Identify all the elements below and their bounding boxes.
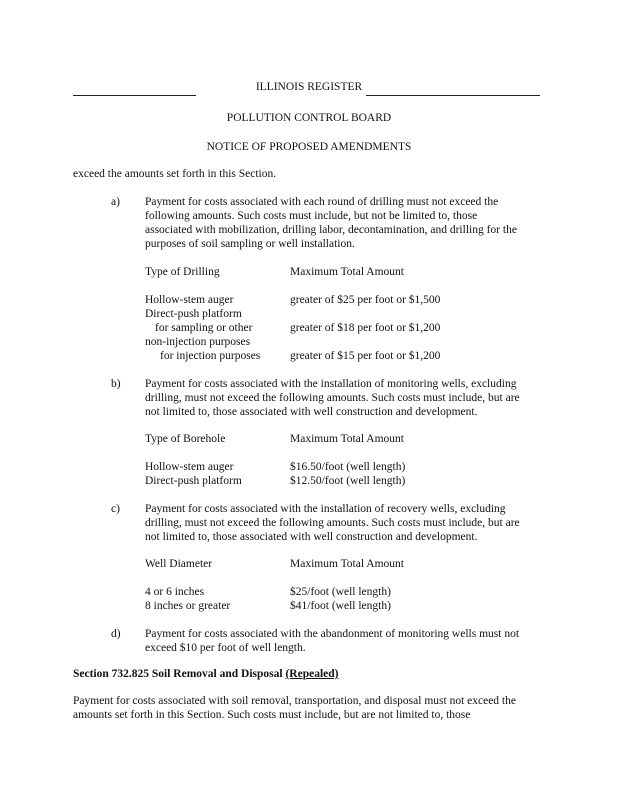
board-title: POLLUTION CONTROL BOARD	[226, 112, 392, 124]
item-d-marker: d)	[111, 628, 121, 640]
item-b-row2-value: $12.50/foot (well length)	[290, 475, 406, 487]
item-a-col2-header: Maximum Total Amount	[290, 266, 404, 278]
section-heading-text: Section 732.825 Soil Removal and Disposal	[73, 668, 283, 680]
item-c-col2-header: Maximum Total Amount	[290, 558, 404, 570]
item-a-line-1: Payment for costs associated with each round of drilling must not exceed the	[145, 196, 499, 208]
item-c-row2-value: $41/foot (well length)	[290, 600, 391, 612]
item-c-col1-header: Well Diameter	[145, 558, 213, 570]
item-c-line-3: not limited to, those associated with well construction and development.	[145, 531, 478, 543]
section-line-1: Payment for costs associated with soil removal, transportation, and disposal must not exceed the	[73, 695, 516, 707]
section-repealed-tag: (Repealed)	[285, 668, 339, 680]
item-b-row2-label: Direct-push platform	[145, 475, 242, 487]
item-a-row3-label-2: for injection purposes	[160, 350, 261, 362]
item-a-row3-value: greater of $15 per foot or $1,200	[290, 350, 441, 362]
item-b-line-2: drilling, must not exceed the following amounts. Such costs must include, but are	[145, 392, 520, 404]
item-a-row2-label-1: Direct-push platform	[145, 308, 242, 320]
item-b-row1-label: Hollow-stem auger	[145, 461, 234, 473]
item-a-row2-value: greater of $18 per foot or $1,200	[290, 322, 441, 334]
section-heading	[73, 667, 338, 681]
item-b-line-1: Payment for costs associated with the installation of monitoring wells, excluding	[145, 378, 517, 390]
item-a-row1-label: Hollow-stem auger	[145, 294, 234, 306]
item-a-line-4: purposes of soil sampling or well installation.	[145, 238, 355, 250]
item-a-row2-label-2: for sampling or other	[155, 322, 253, 334]
item-a-row3-label-1: non-injection purposes	[145, 336, 251, 348]
notice-title: NOTICE OF PROPOSED AMENDMENTS	[206, 141, 412, 153]
item-b-marker: b)	[111, 378, 121, 390]
item-b-col2-header: Maximum Total Amount	[290, 433, 404, 445]
item-a-col1-header: Type of Drilling	[145, 266, 220, 278]
header-rule-right	[366, 95, 540, 96]
section-line-2: amounts set forth in this Section. Such costs must include, but are not limited to, those	[73, 709, 471, 721]
item-c-marker: c)	[111, 503, 120, 515]
item-b-col1-header: Type of Borehole	[145, 433, 226, 445]
item-a-row1-value: greater of $25 per foot or $1,500	[290, 294, 441, 306]
intro-line: exceed the amounts set forth in this Section.	[73, 168, 277, 180]
item-a-line-3: associated with mobilization, drilling labor, decontamination, and drilling for the	[145, 224, 517, 236]
item-b-line-3: not limited to, those associated with well construction and development.	[145, 406, 478, 418]
item-c-row1-value: $25/foot (well length)	[290, 586, 391, 598]
register-title: ILLINOIS REGISTER	[255, 81, 363, 93]
header-rule-left	[73, 95, 196, 96]
item-c-row1-label: 4 or 6 inches	[145, 586, 205, 598]
item-b-row1-value: $16.50/foot (well length)	[290, 461, 406, 473]
item-c-line-2: drilling, must not exceed the following amounts. Such costs must include, but are	[145, 517, 520, 529]
item-a-line-2: following amounts. Such costs must include, but not be limited to, those	[145, 210, 478, 222]
item-a-marker: a)	[111, 196, 120, 208]
item-c-row2-label: 8 inches or greater	[145, 600, 231, 612]
item-d-line-2: exceed $10 per foot of well length.	[145, 642, 306, 654]
item-d-line-1: Payment for costs associated with the abandonment of monitoring wells must not	[145, 628, 520, 640]
item-c-line-1: Payment for costs associated with the installation of recovery wells, excluding	[145, 503, 506, 515]
